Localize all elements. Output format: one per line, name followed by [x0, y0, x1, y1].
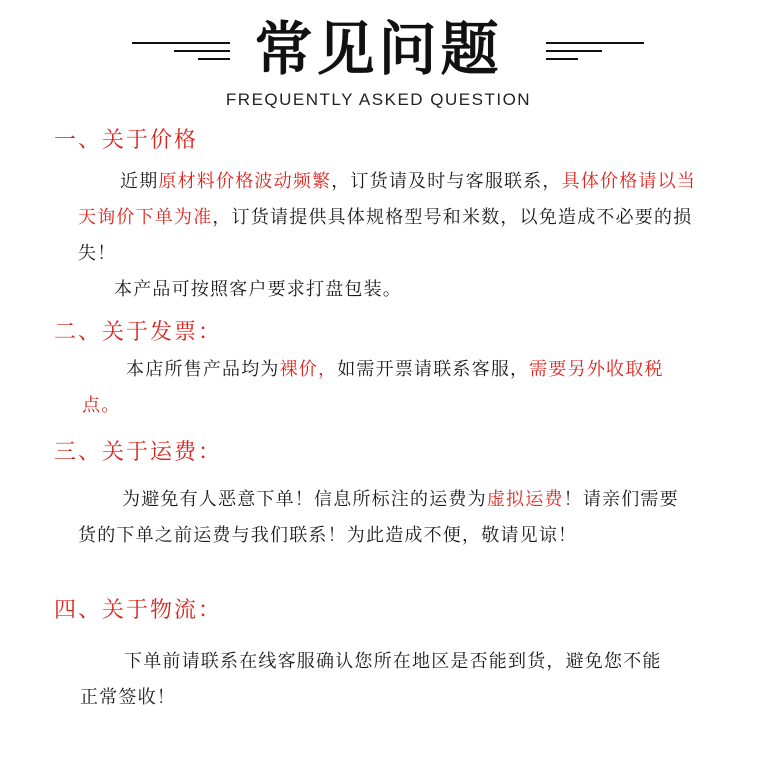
shipping-paragraph — [78, 482, 682, 554]
price-text-1: 近期 — [120, 171, 159, 192]
price-highlight-1: 原材料价格波动频繁 — [158, 171, 332, 192]
invoice-paragraph — [82, 352, 702, 424]
invoice-text-1: 本店所售产品均为 — [126, 359, 280, 380]
page-subtitle: FREQUENTLY ASKED QUESTION — [225, 90, 532, 109]
page-header — [0, 0, 757, 120]
title-decoration-right — [544, 38, 644, 62]
price-text-3: ，订货请提供具体规格型号和米数，以免造成不必要的损失！ — [78, 207, 693, 264]
price-paragraph — [78, 164, 703, 272]
price-highlight-2: 具体价格请以当天询价下单为准 — [78, 171, 697, 228]
shipping-highlight: 虚拟运费 — [486, 489, 564, 510]
section-title-invoice: 二、关于发票： — [54, 320, 223, 345]
section-title-price: 一、关于价格 — [54, 128, 199, 153]
shipping-text-1: 为避免有人恶意下单！信息所标注的运费为 — [122, 489, 487, 510]
invoice-text-2: 如需开票请联系客服， — [337, 359, 530, 380]
price-text-2: ，订货请及时与客服联系， — [331, 171, 562, 192]
section-title-logistics: 四、关于物流： — [54, 598, 223, 623]
invoice-highlight-1: 裸价， — [279, 359, 338, 380]
section-title-shipping: 三、关于运费： — [54, 440, 223, 465]
shipping-text-2: ！请亲们需要货的下单之前运费与我们联系！为此造成不便，敬请见谅！ — [78, 489, 679, 546]
invoice-highlight-2: 需要另外收取税点。 — [82, 359, 664, 416]
packaging-note: 本产品可按照客户要求打盘包装。 — [114, 279, 402, 300]
logistics-paragraph: 下单前请联系在线客服确认您所在地区是否能到货，避免您不能正常签收！ — [80, 651, 662, 708]
page-title: 常见问题 — [254, 15, 503, 83]
